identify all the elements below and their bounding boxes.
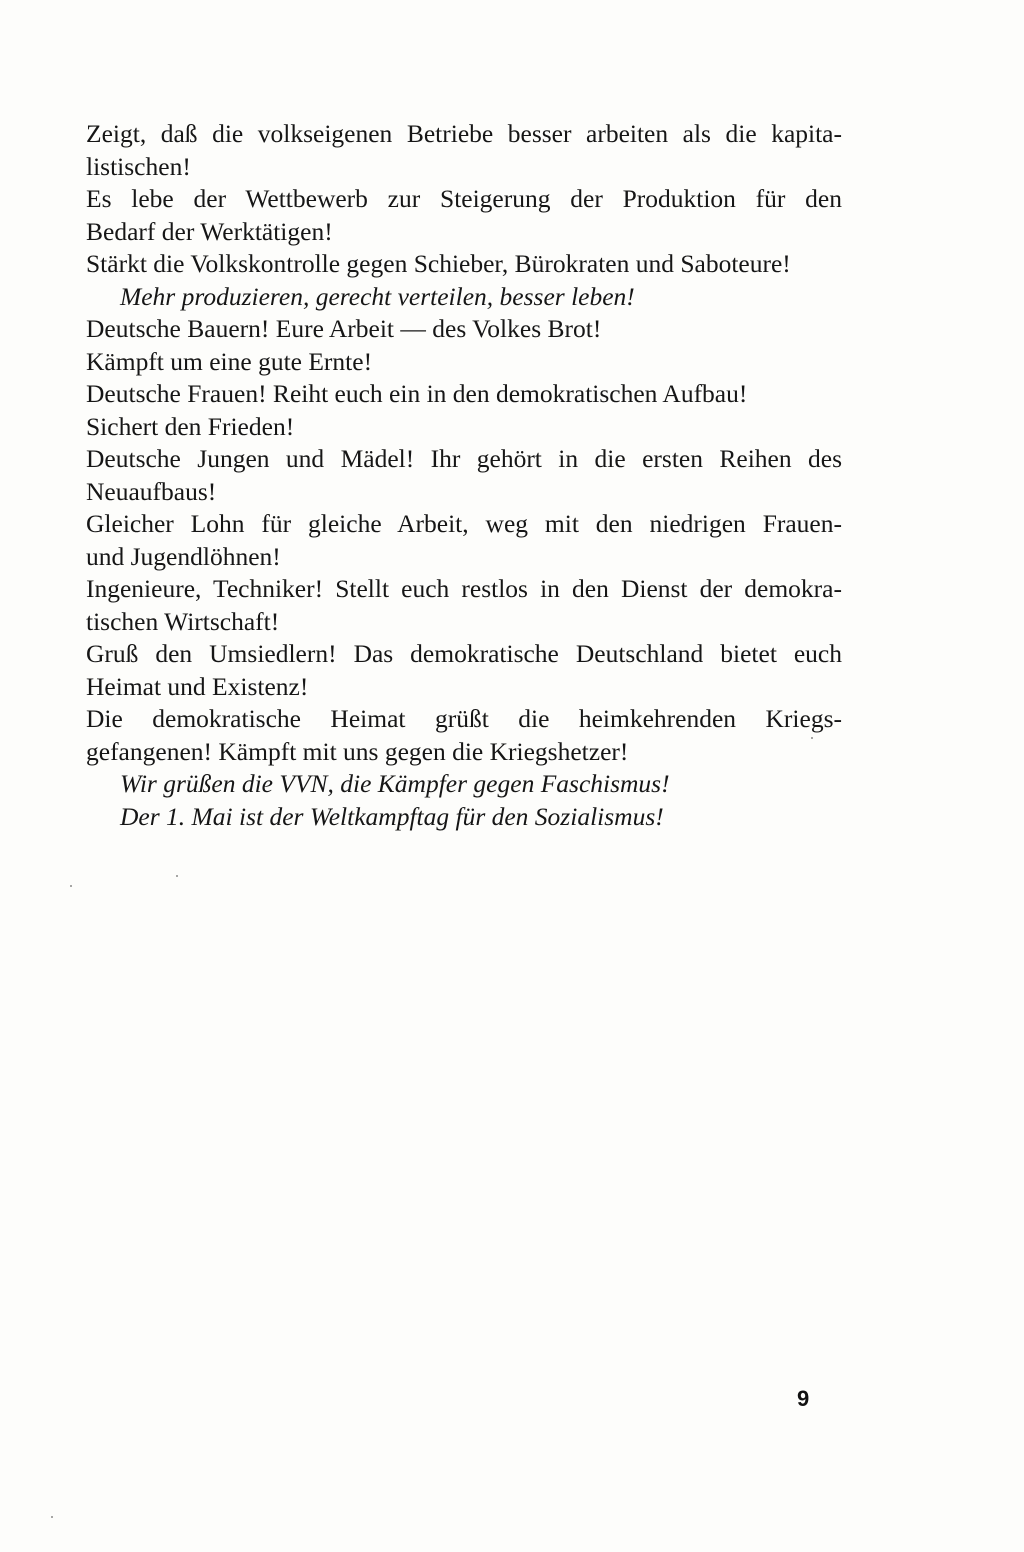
slogan-line: Heimat und Existenz! <box>86 671 309 701</box>
slogan-line: Gleicher Lohn für gleiche Arbeit, weg mit den niedrigen Frauen- <box>86 509 842 538</box>
paper-speck <box>811 737 813 739</box>
slogan-line: Gruß den Umsiedlern! Das demokratische Deutschland bietet euch <box>86 639 842 668</box>
slogan-line: Es lebe der Wettbewerb zur Steigerung der Produktion für den <box>86 184 842 213</box>
paper-speck <box>70 885 72 887</box>
slogan-volkseigene-betriebe <box>86 118 842 183</box>
slogan-deutsche-bauern <box>86 313 842 346</box>
slogan-line: Deutsche Frauen! Reiht euch ein in den demokratischen Aufbau! <box>86 379 748 408</box>
slogan-line: Bedarf der Werktätigen! <box>86 216 333 246</box>
slogan-deutsche-frauen <box>86 378 842 443</box>
slogan-line: Die demokratische Heimat grüßt die heimkehrenden Kriegs- <box>86 704 842 733</box>
slogan-line: Wir grüßen die VVN, die Kämpfer gegen Faschismus! <box>120 769 670 798</box>
slogan-list <box>86 118 842 833</box>
slogan-ingenieure <box>86 573 842 638</box>
slogan-mehr-produzieren <box>120 281 842 314</box>
paper-speck <box>51 1516 53 1518</box>
slogan-line: Der 1. Mai ist der Weltkampftag für den Sozialismus! <box>120 801 664 831</box>
slogan-line: Kämpft um eine gute Ernte! <box>86 346 373 376</box>
slogan-line: listischen! <box>86 151 191 181</box>
slogan-line: und Jugendlöhnen! <box>86 541 281 571</box>
slogan-line: tischen Wirtschaft! <box>86 606 280 636</box>
page-number: 9 <box>797 1386 810 1411</box>
slogan-line: Stärkt die Volkskontrolle gegen Schieber, Bürokraten und Saboteure! <box>86 249 791 278</box>
paper-speck <box>176 875 178 877</box>
slogan-vvn <box>120 768 842 801</box>
slogan-jungen-und-maedel <box>86 443 842 508</box>
slogan-line: Sichert den Frieden! <box>86 411 295 441</box>
slogan-line: Ingenieure, Techniker! Stellt euch restlos in den Dienst der demokra- <box>86 574 842 603</box>
slogan-volkskontrolle <box>86 248 842 281</box>
slogan-line: gefangenen! Kämpft mit uns gegen die Kriegshetzer! <box>86 736 629 766</box>
slogan-gute-ernte <box>86 346 842 379</box>
slogan-erster-mai <box>120 801 842 834</box>
slogan-gleicher-lohn <box>86 508 842 573</box>
slogan-line: Deutsche Jungen und Mädel! Ihr gehört in die ersten Reihen des <box>86 444 842 473</box>
slogan-umsiedler <box>86 638 842 703</box>
slogan-wettbewerb <box>86 183 842 248</box>
slogan-line: Deutsche Bauern! Eure Arbeit — des Volkes Brot! <box>86 314 602 343</box>
slogan-kriegsgefangene <box>86 703 842 768</box>
slogan-line: Mehr produzieren, gerecht verteilen, besser leben! <box>120 281 635 311</box>
slogan-line: Zeigt, daß die volkseigenen Betriebe besser arbeiten als die kapita- <box>86 119 842 148</box>
slogan-line: Neuaufbaus! <box>86 476 217 506</box>
